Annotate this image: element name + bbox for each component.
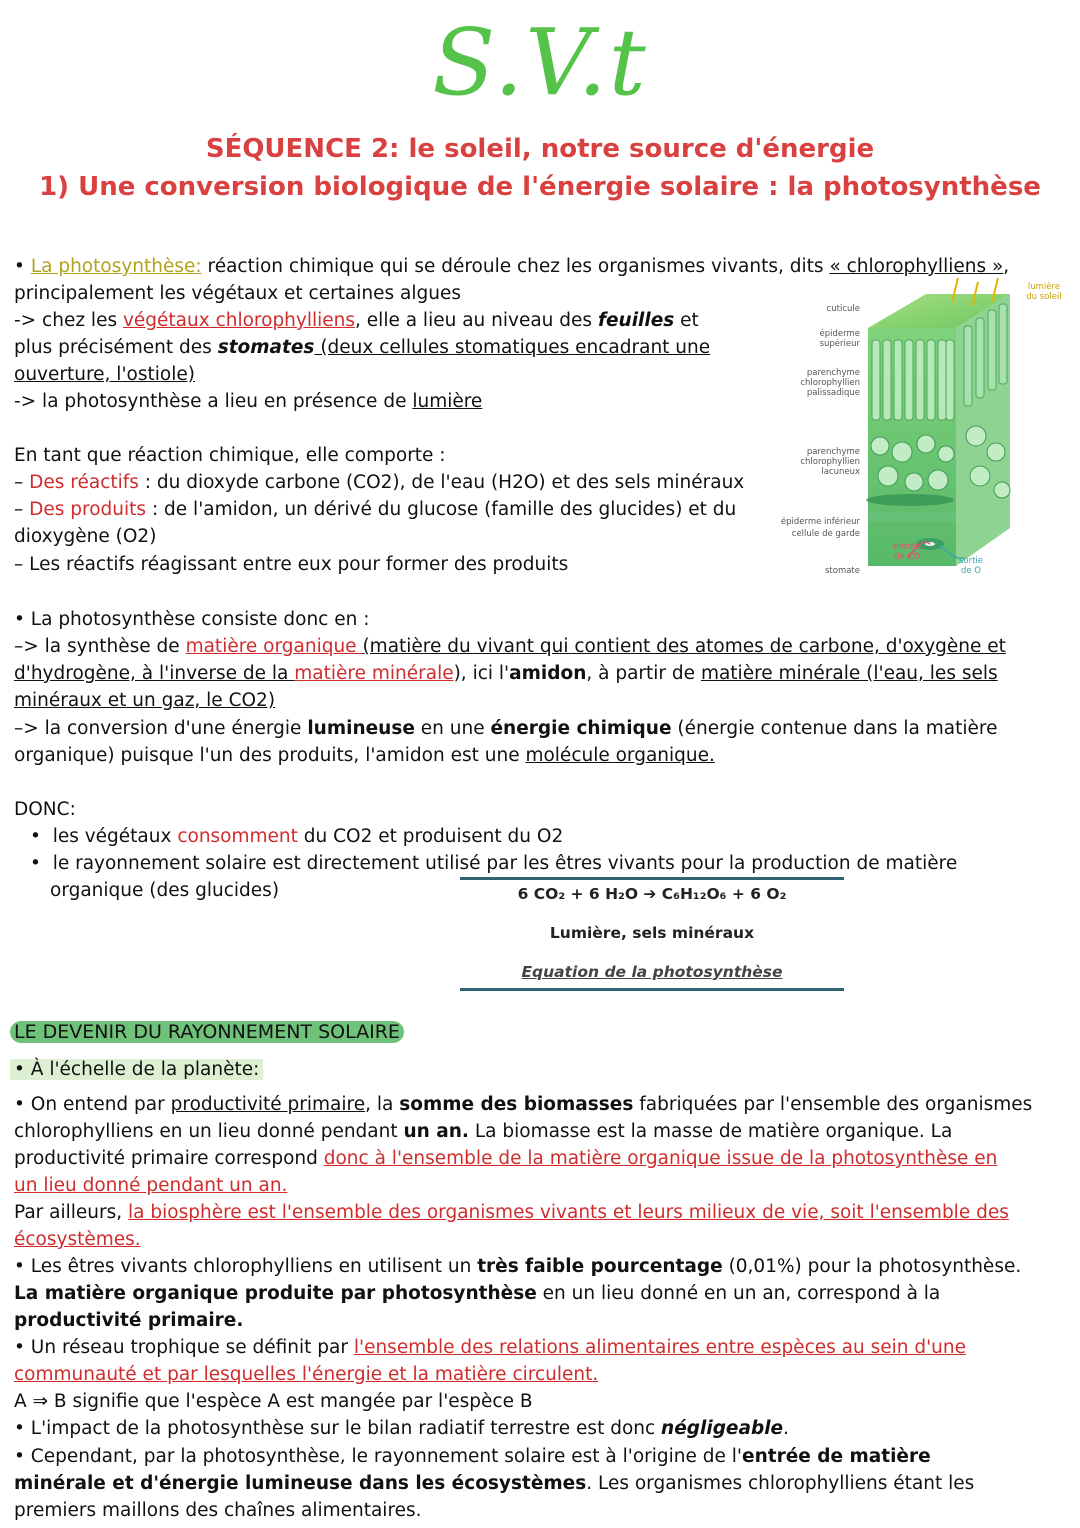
s5-line6: écosystèmes. <box>14 1229 141 1250</box>
s5-line8: La matière organique produite par photosynthèse en un lieu donné en un an, correspond à la <box>14 1283 941 1304</box>
label-lumiere: lumière du soleil <box>1026 282 1062 302</box>
s3-line4: minéraux et un gaz, le CO2) <box>14 690 276 711</box>
donc-bullet-2-cont: organique (des glucides) <box>50 880 280 901</box>
s5-line16: premiers maillons des chaînes alimentaires. <box>14 1500 422 1521</box>
s3-line5: –> la conversion d'une énergie lumineuse en une énergie chimique (énergie contenue dans la matière <box>14 718 998 739</box>
s2-line5: – Les réactifs réagissant entre eux pour former des produits <box>14 554 569 575</box>
label-epiderme-superieur: épiderme supérieur <box>819 329 860 349</box>
label-sortie-o2: sortie de O <box>958 556 984 576</box>
leaf-diagram <box>780 276 1076 580</box>
section-subheading: • À l'échelle de la planète: <box>10 1056 263 1083</box>
label-cuticule: cuticule <box>826 304 860 314</box>
s5-line1: • On entend par productivité primaire, la somme des biomasses fabriquées par l'ensemble des organismes <box>14 1094 1033 1115</box>
s5-line9: productivité primaire. <box>14 1310 244 1331</box>
s1-line1: • La photosynthèse: réaction chimique qui se déroule chez les organismes vivants, dits « chlorophylliens », <box>14 256 1010 277</box>
s5-line12: A ⇒ B signifie que l'espèce A est mangée par l'espèce B <box>14 1391 533 1412</box>
s5-line14: • Cependant, par la photosynthèse, le rayonnement solaire est à l'origine de l'entrée de matière <box>14 1446 931 1467</box>
s5-line7: • Les êtres vivants chlorophylliens en utilisent un très faible pourcentage (0,01%) pour la photosynthèse. <box>14 1256 1022 1277</box>
donc-bullet-2: • le rayonnement solaire est directement utilisé par les êtres vivants pour la production de matière <box>30 853 958 874</box>
donc-label: DONC: <box>14 799 76 820</box>
equation-formula: 6 CO₂ + 6 H₂O ➔ C₆H₁₂O₆ + 6 O₂ <box>517 885 787 903</box>
svt-logo: S.V.t <box>432 9 648 116</box>
term-photosynthese: La photosynthèse: <box>30 256 202 277</box>
label-palissadique: parenchyme chlorophyllien palissadique <box>800 368 860 398</box>
s3-line6: organique) puisque l'un des produits, l'amidon est une molécule organique. <box>14 745 715 766</box>
s1-line4: plus précisément des stomates (deux cellules stomatiques encadrant une <box>14 337 711 358</box>
label-lacuneux: parenchyme chlorophyllien lacuneux <box>800 447 860 477</box>
s2-line2: – Des réactifs : du dioxyde carbone (CO2), de l'eau (H2O) et des sels minéraux <box>14 472 745 493</box>
label-cellule-de-garde: cellule de garde <box>791 529 860 539</box>
section-heading: LE DEVENIR DU RAYONNEMENT SOLAIRE <box>10 1019 404 1046</box>
s3-line1: • La photosynthèse consiste donc en : <box>14 609 370 630</box>
s3-line3: d'hydrogène, à l'inverse de la matière minérale), ici l'amidon, à partir de matière minérale (l'eau, les sels <box>14 663 998 684</box>
label-epiderme-inferieur: épiderme inférieur <box>780 517 860 527</box>
s5-line15: minérale et d'énergie lumineuse dans les écosystèmes. Les organismes chlorophylliens étant les <box>14 1473 975 1494</box>
s2-line4: dioxygène (O2) <box>14 526 157 547</box>
s5-line13: • L'impact de la photosynthèse sur le bilan radiatif terrestre est donc négligeable. <box>14 1418 789 1439</box>
s5-line2: chlorophylliens en un lieu donné pendant un an. La biomasse est la masse de matière organique. La <box>14 1121 953 1142</box>
s1-line2: principalement les végétaux et certaines algues <box>14 283 462 304</box>
s5-line11: communauté et par lesquelles l'énergie et la matière circulent. <box>14 1364 599 1385</box>
equation-bottom-rule <box>460 988 844 991</box>
s1-line6: -> la photosynthèse a lieu en présence de lumière <box>14 391 483 412</box>
s5-line3: productivité primaire correspond donc à l'ensemble de la matière organique issue de la photosynthèse en <box>14 1148 998 1169</box>
s5-line5: Par ailleurs, la biosphère est l'ensemble des organismes vivants et leurs milieux de vie, soit l'ensemble des <box>14 1202 1009 1223</box>
label-stomate: stomate <box>824 566 860 576</box>
equation-top-rule <box>460 877 844 880</box>
equation-conditions: Lumière, sels minéraux <box>549 924 755 942</box>
s5-line10: • Un réseau trophique se définit par l'ensemble des relations alimentaires entre espèces au sein d'une <box>14 1337 967 1358</box>
label-entree-co2: entrée de CO <box>893 542 921 562</box>
sequence-title: SÉQUENCE 2: le soleil, notre source d'énergie <box>205 134 875 164</box>
donc-bullet-1: • les végétaux consomment du CO2 et produisent du O2 <box>30 826 564 847</box>
s1-line3: -> chez les végétaux chlorophylliens, elle a lieu au niveau des feuilles et <box>14 310 699 331</box>
s1-line5: ouverture, l'ostiole) <box>14 364 195 385</box>
equation-caption: Equation de la photosynthèse <box>521 963 783 981</box>
s2-line3: – Des produits : de l'amidon, un dérivé du glucose (famille des glucides) et du <box>14 499 737 520</box>
s3-line2: –> la synthèse de matière organique (matière du vivant qui contient des atomes de carbone, d'oxygène et <box>14 636 1006 657</box>
s5-line4: un lieu donné pendant un an. <box>14 1175 288 1196</box>
chapter-title: 1) Une conversion biologique de l'énergie solaire : la photosynthèse <box>39 172 1041 202</box>
s2-line1: En tant que réaction chimique, elle comporte : <box>14 445 446 466</box>
